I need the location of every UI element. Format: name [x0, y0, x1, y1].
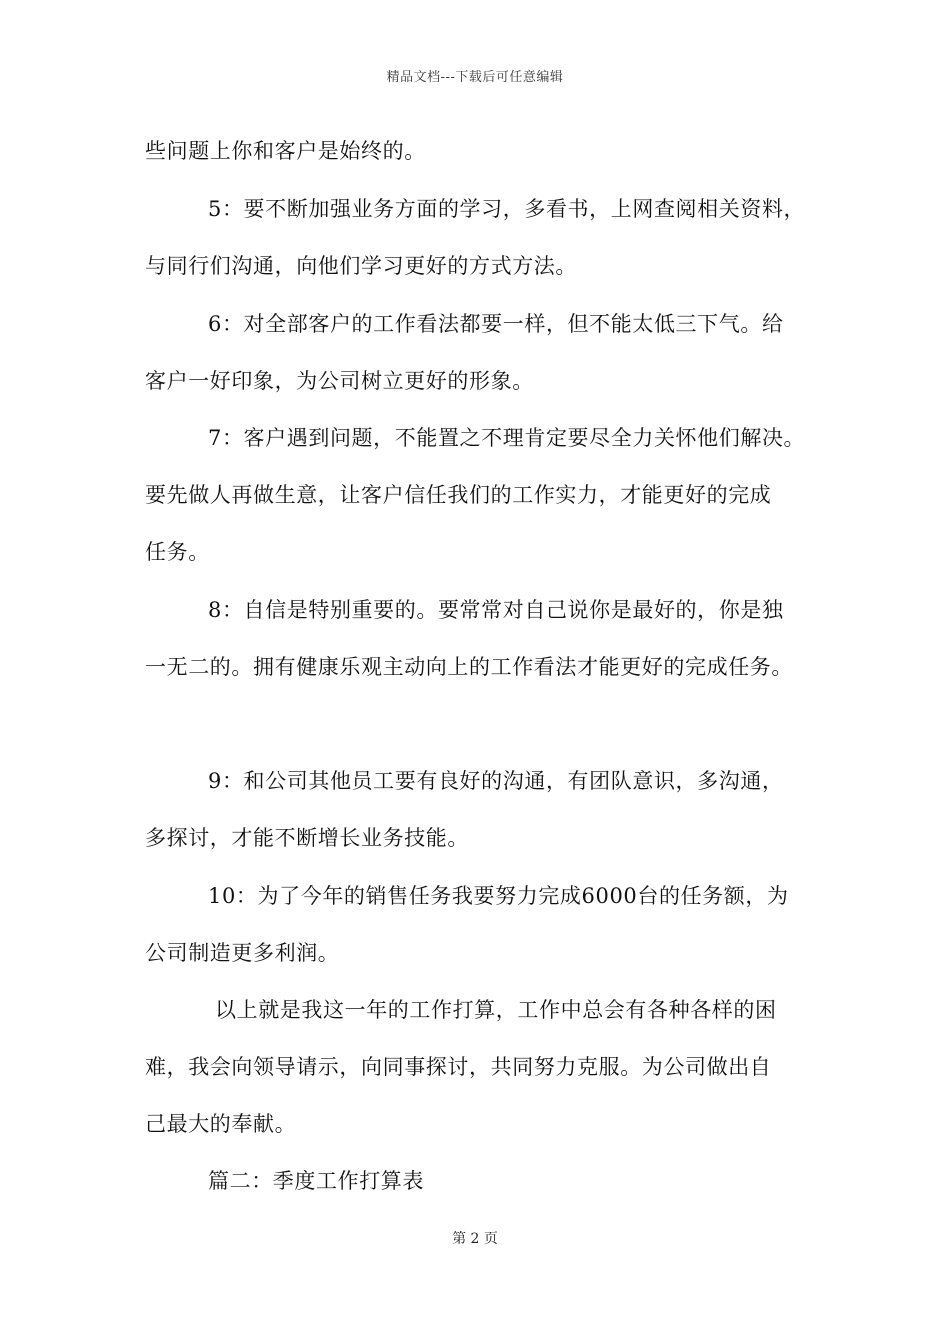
- body-line: 己最大的奉献。: [145, 1112, 297, 1136]
- body-line: 8：自信是特别重要的。要常常对自己说你是最好的，你是独: [208, 598, 784, 622]
- body-line: 要先做人再做生意，让客户信任我们的工作实力，才能更好的完成: [145, 483, 772, 507]
- body-line: 9：和公司其他员工要有良好的沟通，有团队意识，多沟通，: [208, 769, 784, 793]
- body-line: 以上就是我这一年的工作打算，工作中总会有各种各样的困: [215, 998, 777, 1022]
- section-heading: 篇二：季度工作打算表: [208, 1169, 424, 1193]
- body-line: 10：为了今年的销售任务我要努力完成6000台的任务额，为: [208, 884, 789, 908]
- body-line: 些问题上你和客户是始终的。: [145, 139, 426, 163]
- body-line: 公司制造更多利润。: [145, 941, 340, 965]
- page-number: 第 2 页: [452, 1231, 498, 1247]
- body-line: 任务。: [145, 540, 210, 564]
- body-line: 多探讨，才能不断增长业务技能。: [145, 826, 469, 850]
- body-line: 7：客户遇到问题，不能置之不理肯定要尽全力关怀他们解决。: [208, 426, 806, 450]
- body-line: 难，我会向领导请示，向同事探讨，共同努力克服。为公司做出自: [145, 1055, 772, 1079]
- body-line: 与同行们沟通，向他们学习更好的方式方法。: [145, 254, 577, 278]
- page-header: 精品文档---下载后可任意编辑: [386, 70, 564, 85]
- body-line: 一无二的。拥有健康乐观主动向上的工作看法才能更好的完成任务。: [145, 655, 793, 679]
- body-line: 客户一好印象，为公司树立更好的形象。: [145, 369, 534, 393]
- body-line: 6：对全部客户的工作看法都要一样，但不能太低三下气。给: [208, 312, 784, 336]
- body-line: 5：要不断加强业务方面的学习，多看书，上网查阅相关资料，: [208, 197, 806, 221]
